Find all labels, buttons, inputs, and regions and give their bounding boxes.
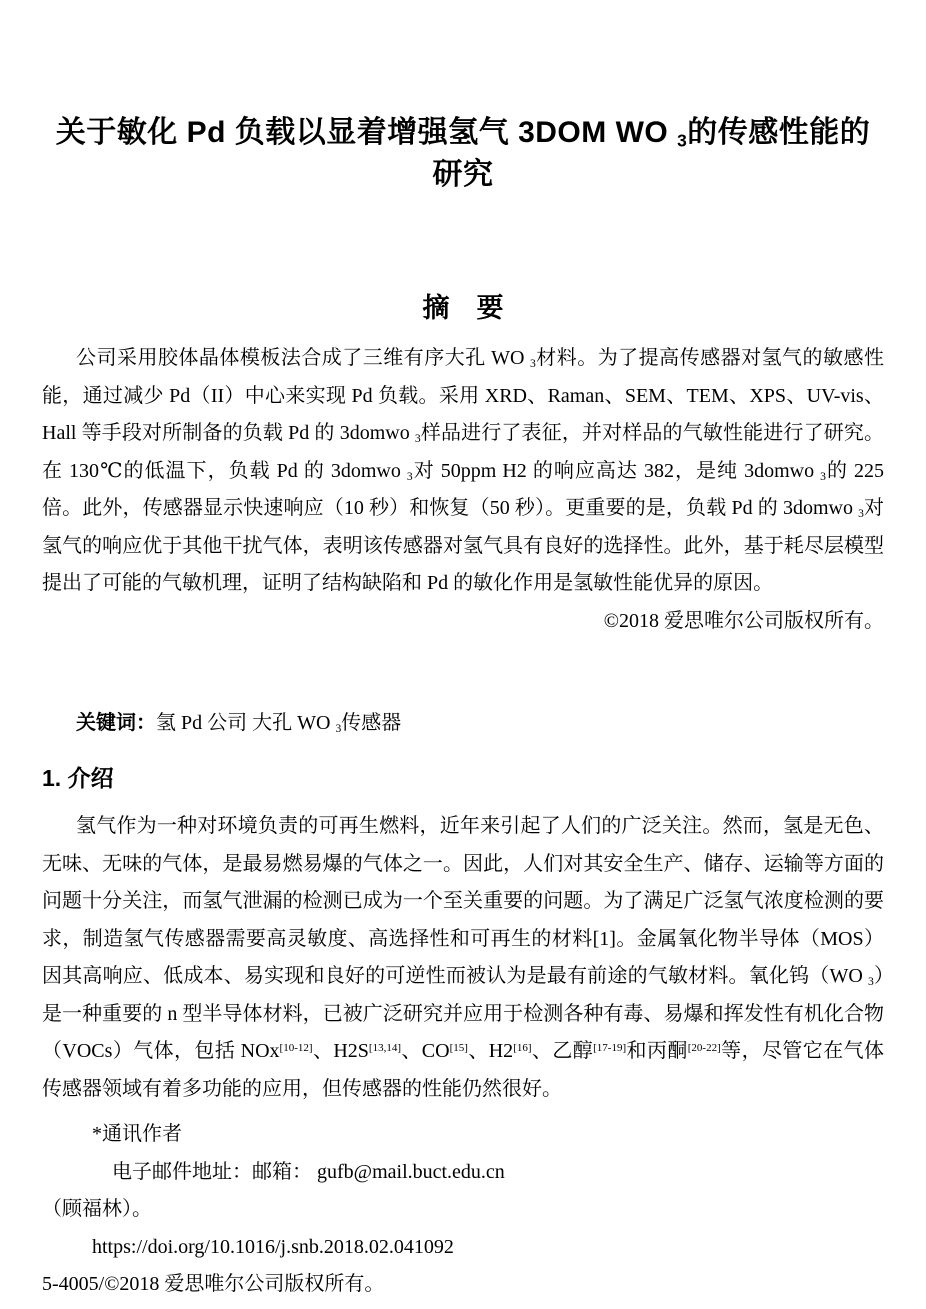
keywords-line: 关键词：氢 Pd 公司 大孔 WO $_3$传感器 — [76, 712, 402, 735]
footnotes-block — [42, 1116, 884, 1304]
doi-line: https://doi.org/10.1016/j.snb.2018.02.041092 — [92, 1235, 454, 1258]
author-name-line: （顾福林）。 — [42, 1198, 152, 1220]
email-address-line: 电子邮件地址：邮箱： gufb@mail.buct.edu.cn — [112, 1160, 505, 1183]
abstract-heading: 摘 要 — [422, 293, 504, 323]
abstract-paragraph: 公司采用胶体晶体模板法合成了三维有序大孔 WO $_3$材料。为了提高传感器对氢气的敏感性能，通过减少 Pd（II）中心来实现 Pd 负载。采用 XRD、Raman、SEM、TEM、XPS、UV-vis、Hall 等手段对所制备的负载 Pd 的 3domwo $_3$样品进行了表征，并对样品的气敏性能进行了研究。在 130℃的低温下，负载 Pd 的 3domwo $_3$对 50ppm H2 的响应高达 382，是纯 3domwo $_3$的 225 倍。此外，传感器显示快速响应（10 秒）和恢复（50 秒）。更重要的是，负载 Pd 的 3domwo $_3$对氢气的响应优于其他干扰气体，表明该传感器对氢气具有良好的选择性。此外，基于耗尽层模型提出了可能的气敏机理，证明了结构缺陷和 Pd 的敏化作用是氢敏性能优异的原因。 — [42, 347, 885, 594]
copyright-line: ©2018 爱思唯尔公司版权所有。 — [603, 609, 884, 632]
issn-copyright-line: 5-4005/©2018 爱思唯尔公司版权所有。 — [42, 1273, 385, 1295]
paper-title: 关于敏化 Pd 负载以显着增强氢气 3DOM WO $_3$的传感性能的研究 — [55, 116, 871, 191]
section-heading-introduction: 1. 介绍 — [42, 765, 114, 791]
corresponding-author-note: *通讯作者 — [92, 1123, 182, 1145]
introduction-paragraph: 氢气作为一种对环境负责的可再生燃料，近年来引起了人们的广泛关注。然而，氢是无色、无味、无味的气体，是最易燃易爆的气体之一。因此，人们对其安全生产、储存、运输等方面的问题十分关注，而氢气泄漏的检测已成为一个至关重要的问题。为了满足广泛氢气浓度检测的要求，制造氢气传感器需要高灵敏度、高选择性和可再生的材料[1]。金属氧化物半导体（MOS）因其高响应、低成本、易实现和良好的可逆性而被认为是最有前途的气敏材料。氧化钨（WO $_3$）是一种重要的 n 型半导体材料，已被广泛研究并应用于检测各种有毒、易爆和挥发性有机化合物（VOCs）气体，包括 NOx[10-12]、H2S[13,14]、CO[15]、H2[16]、乙醇[17-19]和丙酮[20-22]等，尽管它在气体传感器领域有着多功能的应用，但传感器的性能仍然很好。 — [42, 815, 885, 1100]
